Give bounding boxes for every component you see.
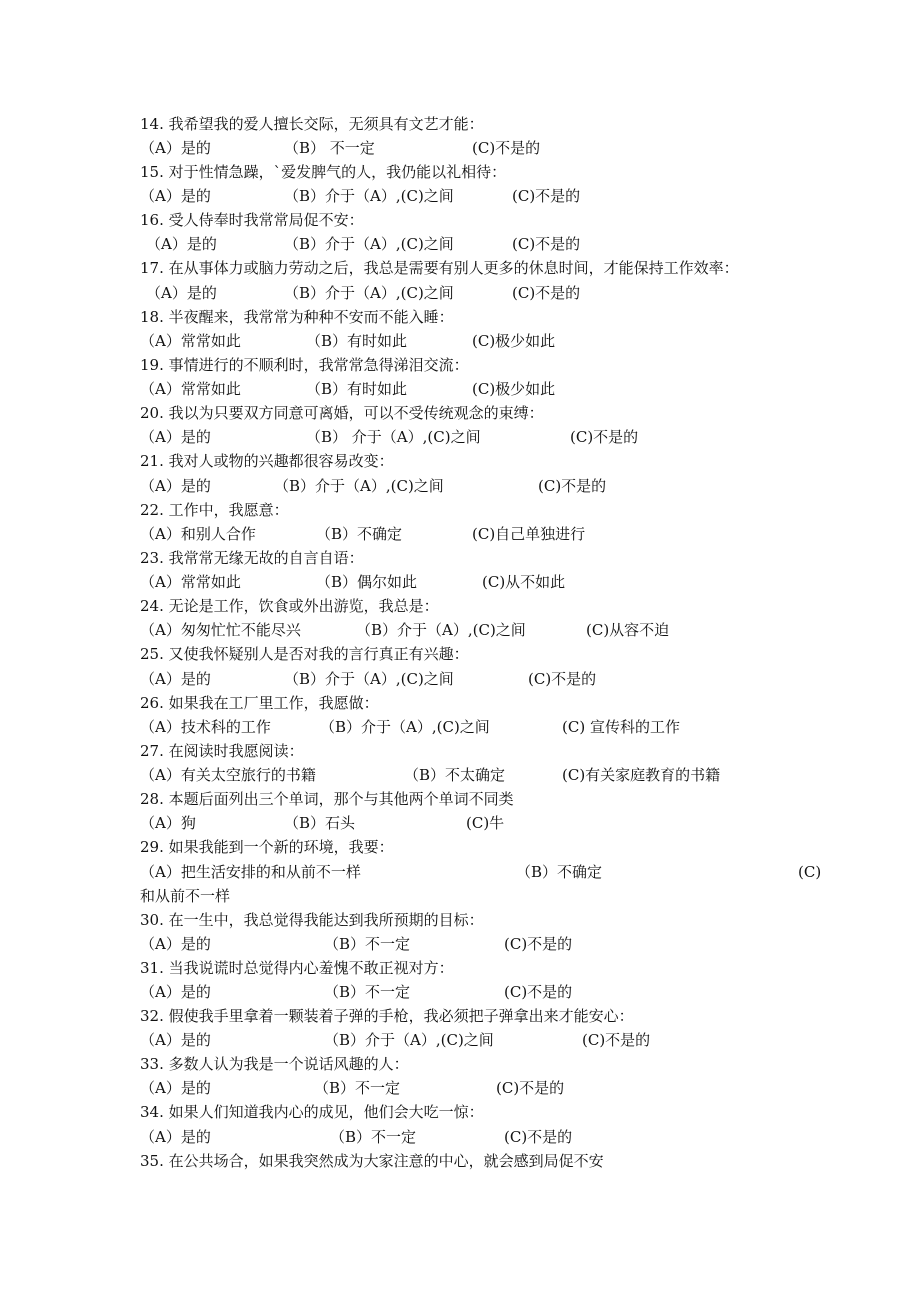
option-c: (C)不是的: [528, 670, 597, 688]
option-a: （A）常常如此: [140, 380, 241, 398]
option-c: (C)自己单独进行: [472, 525, 586, 543]
option-a: （A）是的: [146, 235, 217, 253]
option-b: （B）介于（A）,(C)之间: [284, 670, 454, 688]
option-a: （A）是的: [140, 139, 211, 157]
question-14: 14. 我希望我的爱人擅长交际，无须具有文艺才能：: [140, 115, 484, 133]
option-b: （B）不确定: [516, 863, 603, 881]
option-a: （A）是的: [140, 1031, 211, 1049]
option-c: (C)不是的: [504, 935, 573, 953]
option-c: (C)不是的: [512, 187, 581, 205]
option-a: （A）是的: [140, 1128, 211, 1146]
question-31: 31. 当我说谎时总觉得内心羞愧不敢正视对方：: [140, 959, 454, 977]
option-c: (C)不是的: [496, 1079, 565, 1097]
question-25: 25. 又使我怀疑别人是否对我的言行真正有兴趣：: [140, 645, 469, 663]
question-20: 20. 我以为只要双方同意可离婚，可以不受传统观念的束缚：: [140, 404, 544, 422]
question-32: 32. 假使我手里拿着一颗装着子弹的手枪，我必须把子弹拿出来才能安心：: [140, 1007, 634, 1025]
option-b: （B）不太确定: [404, 766, 506, 784]
option-c: (C)极少如此: [472, 332, 556, 350]
option-c: (C)不是的: [504, 983, 573, 1001]
question-19: 19. 事情进行的不顺利时，我常常急得涕泪交流：: [140, 356, 469, 374]
option-b: （B）介于（A）,(C)之间: [274, 477, 444, 495]
option-c: (C): [798, 863, 822, 881]
option-c: (C) 宣传科的工作: [562, 718, 680, 736]
question-16: 16. 受人侍奉时我常常局促不安：: [140, 211, 364, 229]
option-b: （B）偶尔如此: [316, 573, 418, 591]
option-b: （B）不确定: [316, 525, 403, 543]
option-c: (C)不是的: [512, 284, 581, 302]
option-c-continuation: 和从前不一样: [140, 887, 231, 905]
option-a: （A）匆匆忙忙不能尽兴: [140, 621, 301, 639]
option-a: （A）常常如此: [140, 332, 241, 350]
option-b: （B）不一定: [330, 1128, 417, 1146]
option-b: （B）介于（A）,(C)之间: [284, 284, 454, 302]
question-22: 22. 工作中，我愿意：: [140, 501, 289, 519]
option-c: (C)极少如此: [472, 380, 556, 398]
option-a: （A）有关太空旅行的书籍: [140, 766, 316, 784]
option-c: (C)不是的: [538, 477, 607, 495]
question-28: 28. 本题后面列出三个单词，那个与其他两个单词不同类: [140, 790, 514, 808]
option-a: （A）是的: [140, 428, 211, 446]
option-b: （B） 介于（A）,(C)之间: [306, 428, 481, 446]
option-b: （B）石头: [284, 814, 356, 832]
question-15: 15. 对于性情急躁，`爱发脾气的人，我仍能以礼相待：: [140, 163, 507, 181]
option-b: （B）有时如此: [306, 380, 408, 398]
question-30: 30. 在一生中，我总觉得我能达到我所预期的目标：: [140, 911, 484, 929]
question-27: 27. 在阅读时我愿阅读：: [140, 742, 304, 760]
question-24: 24. 无论是工作，饮食或外出游览，我总是：: [140, 597, 439, 615]
option-b: （B）介于（A）,(C)之间: [284, 235, 454, 253]
question-26: 26. 如果我在工厂里工作，我愿做：: [140, 694, 379, 712]
option-c: (C)不是的: [512, 235, 581, 253]
option-a: （A）和别人合作: [140, 525, 256, 543]
option-b: （B）介于（A）,(C)之间: [356, 621, 526, 639]
option-a: （A）是的: [140, 1079, 211, 1097]
option-c: (C)不是的: [504, 1128, 573, 1146]
option-b: （B）有时如此: [306, 332, 408, 350]
option-a: （A）是的: [140, 670, 211, 688]
question-21: 21. 我对人或物的兴趣都很容易改变：: [140, 452, 394, 470]
question-18: 18. 半夜醒来，我常常为种种不安而不能入睡：: [140, 308, 454, 326]
option-a: （A）常常如此: [140, 573, 241, 591]
option-a: （A）是的: [146, 284, 217, 302]
option-b: （B）介于（A）,(C)之间: [324, 1031, 494, 1049]
option-c: (C)从不如此: [482, 573, 566, 591]
option-a: （A）是的: [140, 187, 211, 205]
option-c: (C)有关家庭教育的书籍: [562, 766, 721, 784]
option-c: (C)牛: [466, 814, 505, 832]
option-c: (C)不是的: [472, 139, 541, 157]
option-a: （A）是的: [140, 935, 211, 953]
question-29: 29. 如果我能到一个新的环境，我要：: [140, 838, 394, 856]
question-23: 23. 我常常无缘无故的自言自语：: [140, 549, 364, 567]
option-a: （A）狗: [140, 814, 196, 832]
option-c: (C)不是的: [582, 1031, 651, 1049]
question-17: 17. 在从事体力或脑力劳动之后，我总是需要有别人更多的休息时间，才能保持工作效率：: [140, 259, 739, 277]
option-a: （A）技术科的工作: [140, 718, 271, 736]
option-b: （B） 不一定: [284, 139, 375, 157]
option-c: (C)不是的: [570, 428, 639, 446]
question-34: 34. 如果人们知道我内心的成见，他们会大吃一惊：: [140, 1103, 484, 1121]
option-a: （A）把生活安排的和从前不一样: [140, 863, 361, 881]
option-b: （B）介于（A）,(C)之间: [284, 187, 454, 205]
option-a: （A）是的: [140, 477, 211, 495]
question-33: 33. 多数人认为我是一个说话风趣的人：: [140, 1055, 409, 1073]
option-b: （B）介于（A）,(C)之间: [320, 718, 490, 736]
option-a: （A）是的: [140, 983, 211, 1001]
question-35: 35. 在公共场合，如果我突然成为大家注意的中心，就会感到局促不安: [140, 1152, 604, 1170]
option-b: （B）不一定: [314, 1079, 401, 1097]
option-c: (C)从容不迫: [586, 621, 670, 639]
option-b: （B）不一定: [324, 935, 411, 953]
option-b: （B）不一定: [324, 983, 411, 1001]
